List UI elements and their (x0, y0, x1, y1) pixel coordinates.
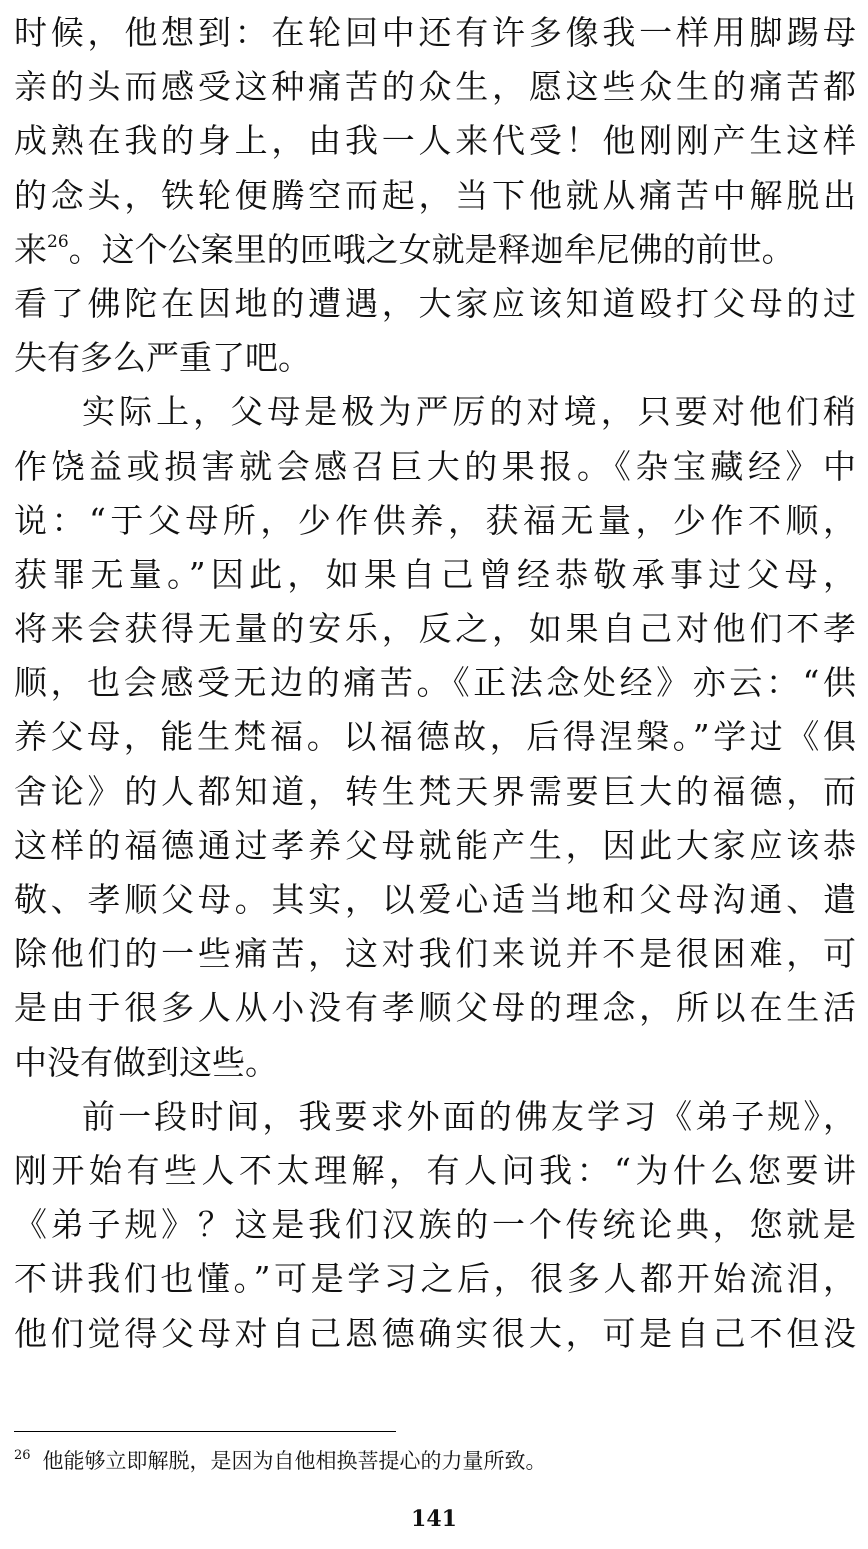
footnote-number: 26 (14, 1448, 31, 1463)
footnote-text: 他能够立即解脱，是因为自他相换菩提心的力量所致。 (42, 1449, 547, 1473)
text-segment: 。这个公案里的匝哦之女就是释迦牟尼佛的前世。 (68, 229, 795, 269)
text-line: 看了佛陀在因地的遭遇，大家应该知道殴打父母的过 (14, 283, 856, 323)
page-number: 141 (411, 1506, 457, 1532)
text-line: 是由于很多人从小没有孝顺父母的理念，所以在生活 (14, 988, 856, 1028)
text-line: 除他们的一些痛苦，这对我们来说并不是很困难，可 (14, 934, 856, 974)
text-line: 亲的头而感受这种痛苦的众生，愿这些众生的痛苦都 (14, 67, 856, 107)
text-line-paragraph-start: 实际上，父母是极为严厉的对境，只要对他们稍 (82, 392, 856, 432)
text-line: 《弟子规》？这是我们汉族的一个传统论典，您就是 (14, 1205, 856, 1245)
text-line-paragraph-start: 前一段时间，我要求外面的佛友学习《弟子规》， (82, 1096, 856, 1136)
text-segment: 来 (14, 229, 47, 269)
text-line: 作饶益或损害就会感召巨大的果报。《杂宝藏经》中 (14, 446, 856, 486)
footnote-divider (14, 1431, 396, 1432)
text-line: 他们觉得父母对自己恩德确实很大，可是自己不但没 (14, 1313, 856, 1353)
text-line: 时候，他想到：在轮回中还有许多像我一样用脚踢母 (14, 13, 856, 52)
text-line: 不讲我们也懂。”可是学习之后，很多人都开始流泪， (14, 1259, 856, 1299)
text-line: 刚开始有些人不太理解，有人问我：“为什么您要讲 (14, 1150, 856, 1190)
footnote-reference[interactable]: 26 (47, 231, 69, 252)
text-line: 这样的福德通过孝养父母就能产生，因此大家应该恭 (14, 825, 856, 865)
footnote (14, 1446, 854, 1476)
text-line: 说：“于父母所，少作供养，获福无量，少作不顺， (14, 500, 856, 540)
text-line-paragraph-end: 失有多么严重了吧。 (14, 338, 311, 378)
text-line: 敬、孝顺父母。其实，以爱心适当地和父母沟通、遣 (14, 880, 856, 919)
text-line: 将来会获得无量的安乐，反之，如果自己对他们不孝 (14, 609, 856, 649)
text-line: 成熟在我的身上，由我一人来代受！他刚刚产生这样 (14, 121, 856, 161)
text-line: 顺，也会感受无边的痛苦。《正法念处经》亦云：“供 (14, 663, 856, 703)
text-line: 的念头，铁轮便腾空而起，当下他就从痛苦中解脱出 (14, 175, 856, 215)
text-line-with-footnote (14, 223, 856, 277)
text-line: 舍论》的人都知道，转生梵天界需要巨大的福德，而 (14, 771, 856, 811)
body-text (14, 6, 856, 1361)
text-line: 获罪无量。”因此，如果自己曾经恭敬承事过父母， (14, 554, 856, 594)
text-line-paragraph-end: 中没有做到这些。 (14, 1042, 278, 1082)
text-line: 养父母，能生梵福。以福德故，后得涅槃。”学过《俱 (14, 717, 856, 757)
